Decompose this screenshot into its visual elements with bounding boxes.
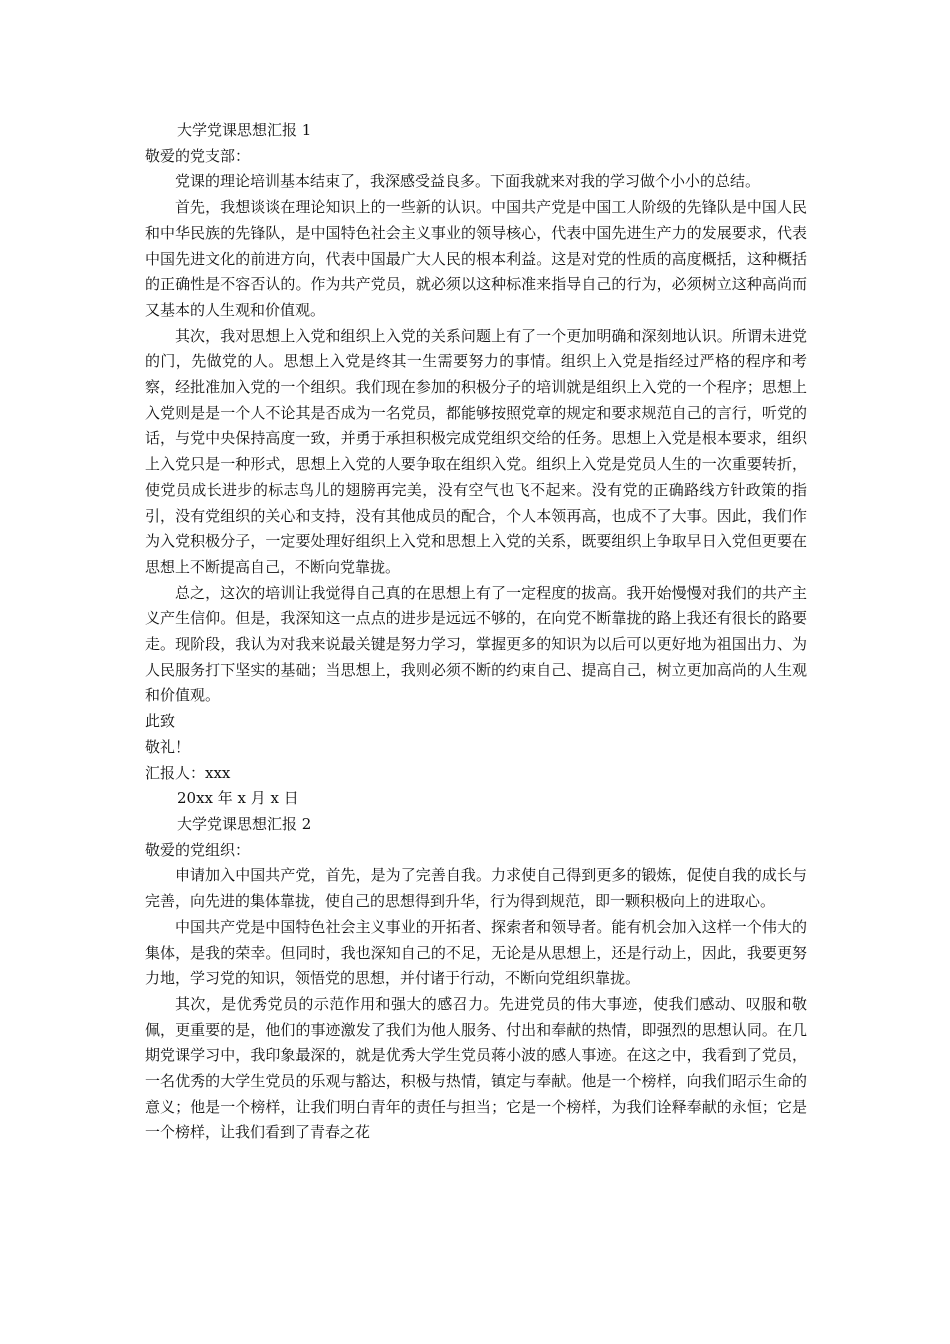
paragraph: 总之，这次的培训让我觉得自己真的在思想上有了一定程度的拔高。我开始慢慢对我们的共产主义产生信仰。但是，我深知这一点点的进步是远远不够的，在向党不断靠拢的路上我还有很长的路要走。现阶段，我认为对我来说最关键是努力学习，掌握更多的知识为以后可以更好地为祖国出力、为人民服务打下坚实的基础；当思想上，我则必须不断的约束自己、提高自己，树立更加高尚的人生观和价值观。 [145,583,807,705]
paragraph: 其次，是优秀党员的示范作用和强大的感召力。先进党员的伟大事迹，使我们感动、叹服和敬佩，更重要的是，他们的事迹激发了我们为他人服务、付出和奉献的热情，即强烈的思想认同。在几期党课学习中，我印象最深的，就是优秀大学生党员蒋小波的感人事迹。在这之中，我看到了党员，一名优秀的大学生党员的乐观与豁达，积极与热情，镇定与奉献。他是一个榜样，向我们昭示生命的意义；他是一个榜样，让我们明白青年的责任与担当；它是一个榜样，为我们诠释奉献的永恒；它是一个榜样，让我们看到了青春之花 [145,994,807,1142]
greeting-2: 敬爱的党组织： [145,840,251,859]
paragraph: 首先，我想谈谈在理论知识上的一些新的认识。中国共产党是中国工人阶级的先锋队是中国人民和中华民族的先锋队，是中国特色社会主义事业的领导核心，代表中国先进生产力的发展要求，代表中国先进文化的前进方向，代表中国最广大人民的根本利益。这是对党的性质的高度概括，这种概括的正确性是不容否认的。作为共产党员，就必须以这种标准来指导自己的行为，必须树立这种高尚而又基本的人生观和价值观。 [145,198,807,319]
paragraph: 中国共产党是中国特色社会主义事业的开拓者、探索者和领导者。能有机会加入这样一个伟大的集体，是我的荣幸。但同时，我也深知自己的不足，无论是从思想上，还是行动上，因此，我要更努力地，学习党的知识，领悟党的思想，并付诸于行动，不断向党组织靠拢。 [145,917,807,988]
report-title-2: 大学党课思想汇报 2 [177,814,312,833]
reporter-1: 汇报人：xxx [145,763,231,782]
report-title-1: 大学党课思想汇报 1 [177,121,312,139]
closing-1: 此致 [145,712,176,731]
greeting-1: 敬爱的党支部： [145,146,251,165]
salute-1: 敬礼！ [145,737,191,756]
paragraph: 其次，我对思想上入党和组织上入党的关系问题上有了一个更加明确和深刻地认识。所谓未进党的门，先做党的人。思想上入党是终其一生需要努力的事情。组织上入党是指经过严格的程序和考察，经批准加入党的一个组织。我们现在参加的积极分子的培训就是组织上入党的一个程序；思想上入党则是是一个人不论其是否成为一名党员，都能够按照党章的规定和要求规范自己的言行，听党的话，与党中央保持高度一致，并勇于承担积极完成党组织交给的任务。思想上入党是根本要求，组织上入党只是一种形式，思想上入党的人要争取在组织入党。组织上入党是党员人生的一次重要转折，使党员成长进步的标志鸟儿的翅膀再完美，没有空气也飞不起来。没有党的正确路线方针政策的指引，没有党组织的关心和支持，没有其他成员的配合，个人本领再高，也成不了大事。因此，我们作为入党积极分子，一定要处理好组织上入党和思想上入党的关系，既要组织上争取早日入党但更要在思想上不断提高自己，不断向党靠拢。 [145,326,807,576]
paragraph: 申请加入中国共产党，首先，是为了完善自我。力求使自己得到更多的锻炼，促使自我的成长与完善，向先进的集体靠拢，使自己的思想得到升华，行为得到规范，即一颗积极向上的进取心。 [145,866,807,911]
document-page [145,118,807,1146]
paragraph: 党课的理论培训基本结束了，我深感受益良多。下面我就来对我的学习做个小小的总结。 [175,172,761,191]
date-1: 20xx 年 x 月 x 日 [177,789,299,808]
